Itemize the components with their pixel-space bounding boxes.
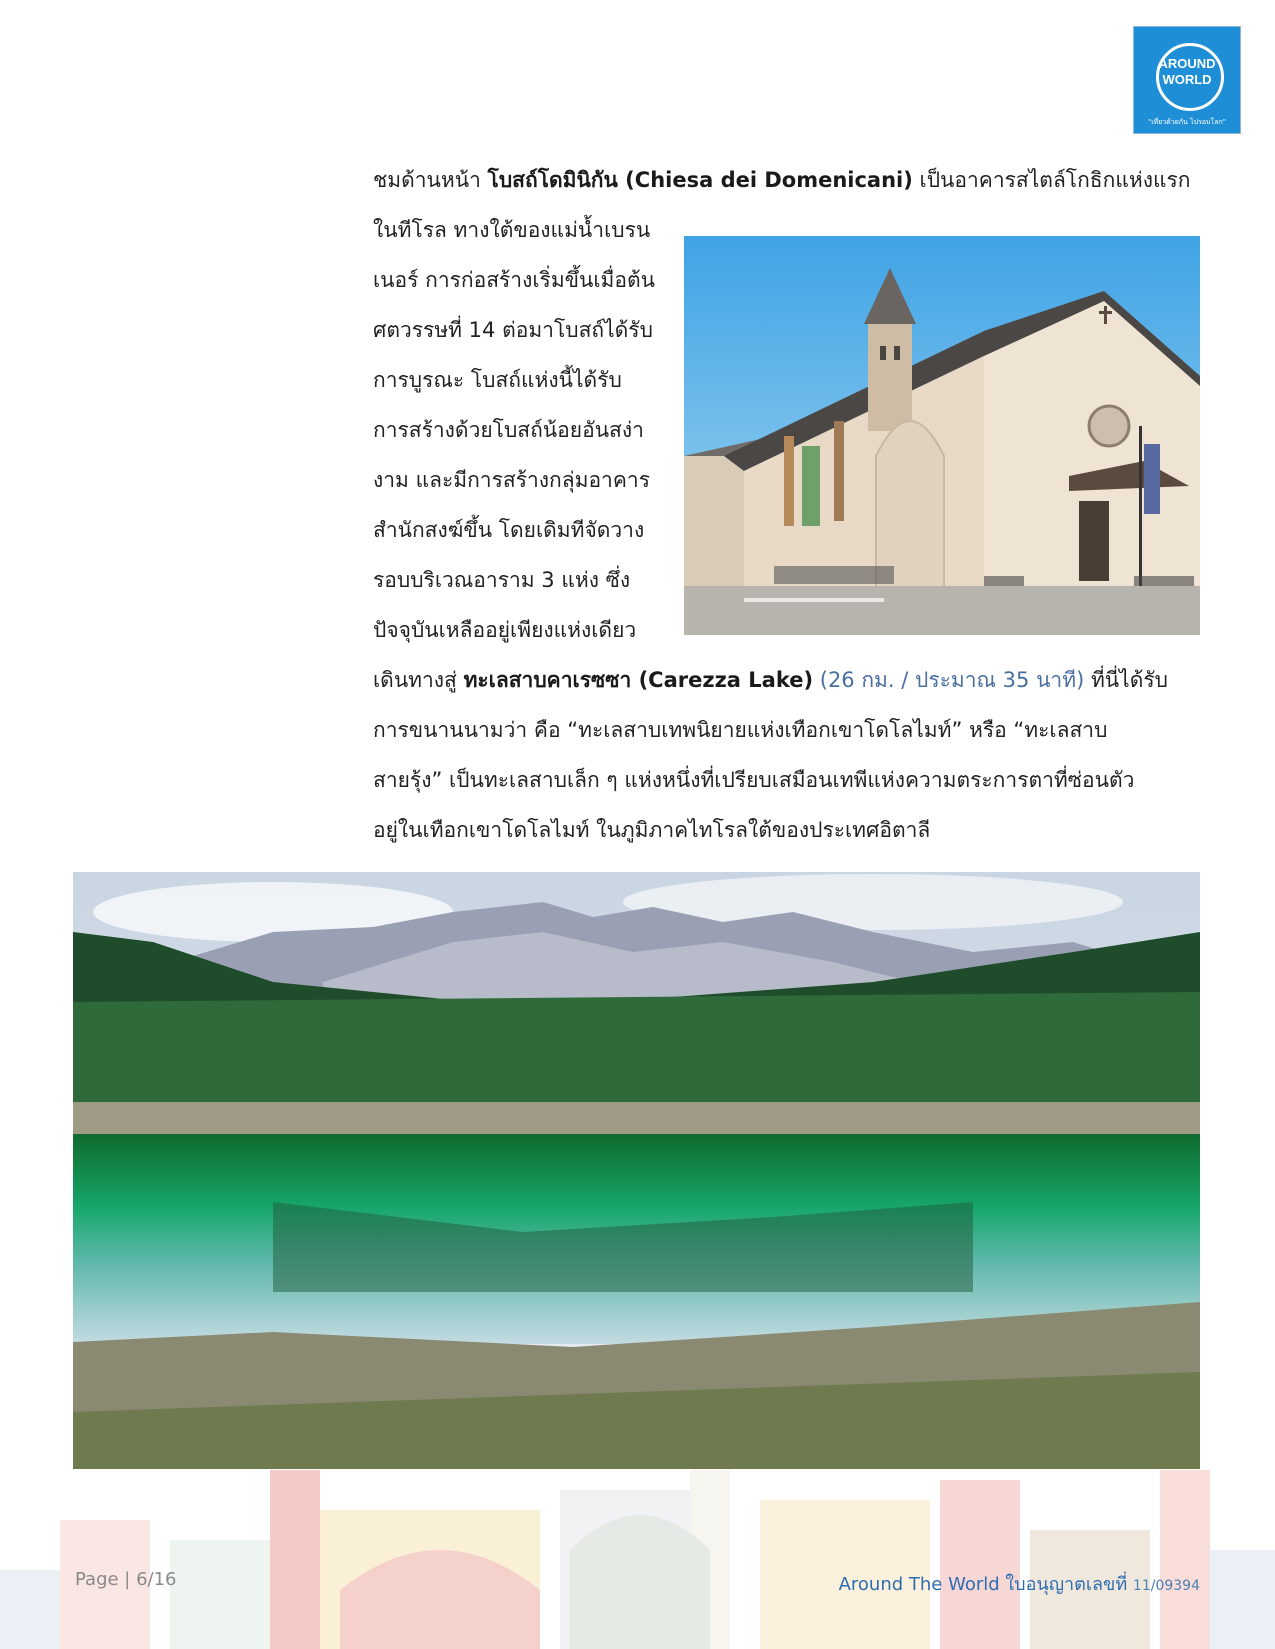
text-line: สำนักสงฆ์ขึ้น โดยเดิมทีจัดวาง (373, 518, 645, 542)
text-line: อยู่ในเทือกเขาโดโลไมท์ ในภูมิภาคไทโรลใต้ของประเทศอิตาลี (373, 818, 931, 842)
church-intro-line (373, 155, 1200, 205)
landmarks-banner (0, 1470, 1275, 1649)
logo-text-line2: WORLD (1162, 72, 1212, 87)
company-name: Around The World (838, 1574, 1000, 1595)
text-line: การสร้างด้วยโบสถ์น้อยอันสง่า (373, 418, 644, 442)
text-line: การบูรณะ โบสถ์แห่งนี้ได้รับ (373, 368, 622, 392)
travel-time: (26 กม. / ประมาณ 35 นาที) (813, 668, 1085, 692)
church-photo (684, 236, 1200, 635)
company-logo (1133, 26, 1241, 134)
lake-intro-text: เดินทางสู่ (373, 668, 464, 692)
license-number: 11/09394 (1132, 1578, 1200, 1594)
text-line: เนอร์ การก่อสร้างเริ่มขึ้นเมื่อต้น (373, 268, 655, 292)
lake-intro-line (373, 655, 1200, 705)
church-description (373, 205, 673, 655)
text-line: รอบบริเวณอาราม 3 แห่ง ซึ่ง (373, 568, 631, 592)
license-label: ใบอนุญาตเลขที่ (999, 1574, 1133, 1595)
text-line: งาม และมีการสร้างกลุ่มอาคาร (373, 468, 650, 492)
church-name: โบสถ์โดมินิกัน (Chiesa dei Domenicani) (487, 168, 913, 192)
logo-tagline: "เที่ยวด้วยกัน ไปรอบโลก" (1148, 118, 1226, 126)
text-line: การขนานนามว่า คือ “ทะเลสาบเทพนิยายแห่งเทือกเขาโดโลไมท์” หรือ “ทะเลสาบ (373, 718, 1108, 742)
intro-text-end: เป็นอาคารสไตล์โกธิกแห่งแรก (912, 168, 1191, 192)
text-line: สายรุ้ง” เป็นทะเลสาบเล็ก ๆ แห่งหนึ่งที่เปรียบเสมือนเทพีแห่งความตระการตาที่ซ่อนตัว (373, 768, 1135, 792)
lake-description (373, 655, 1200, 855)
text-line: ในทีโรล ทางใต้ของแม่น้ำเบรน (373, 218, 651, 242)
intro-text: ชมด้านหน้า (373, 168, 488, 192)
footer-company (839, 1569, 1200, 1598)
lake-name: ทะเลสาบคาเรซซา (Carezza Lake) (463, 668, 814, 692)
page-number: Page | 6/16 (75, 1569, 177, 1590)
lake-intro-end: ที่นี่ได้รับ (1084, 668, 1168, 692)
text-line: ศตวรรษที่ 14 ต่อมาโบสถ์ได้รับ (373, 318, 653, 342)
lake-photo (73, 872, 1200, 1469)
logo-text-line1: AROUND (1158, 56, 1216, 71)
text-line: ปัจจุบันเหลืออยู่เพียงแห่งเดียว (373, 618, 637, 642)
